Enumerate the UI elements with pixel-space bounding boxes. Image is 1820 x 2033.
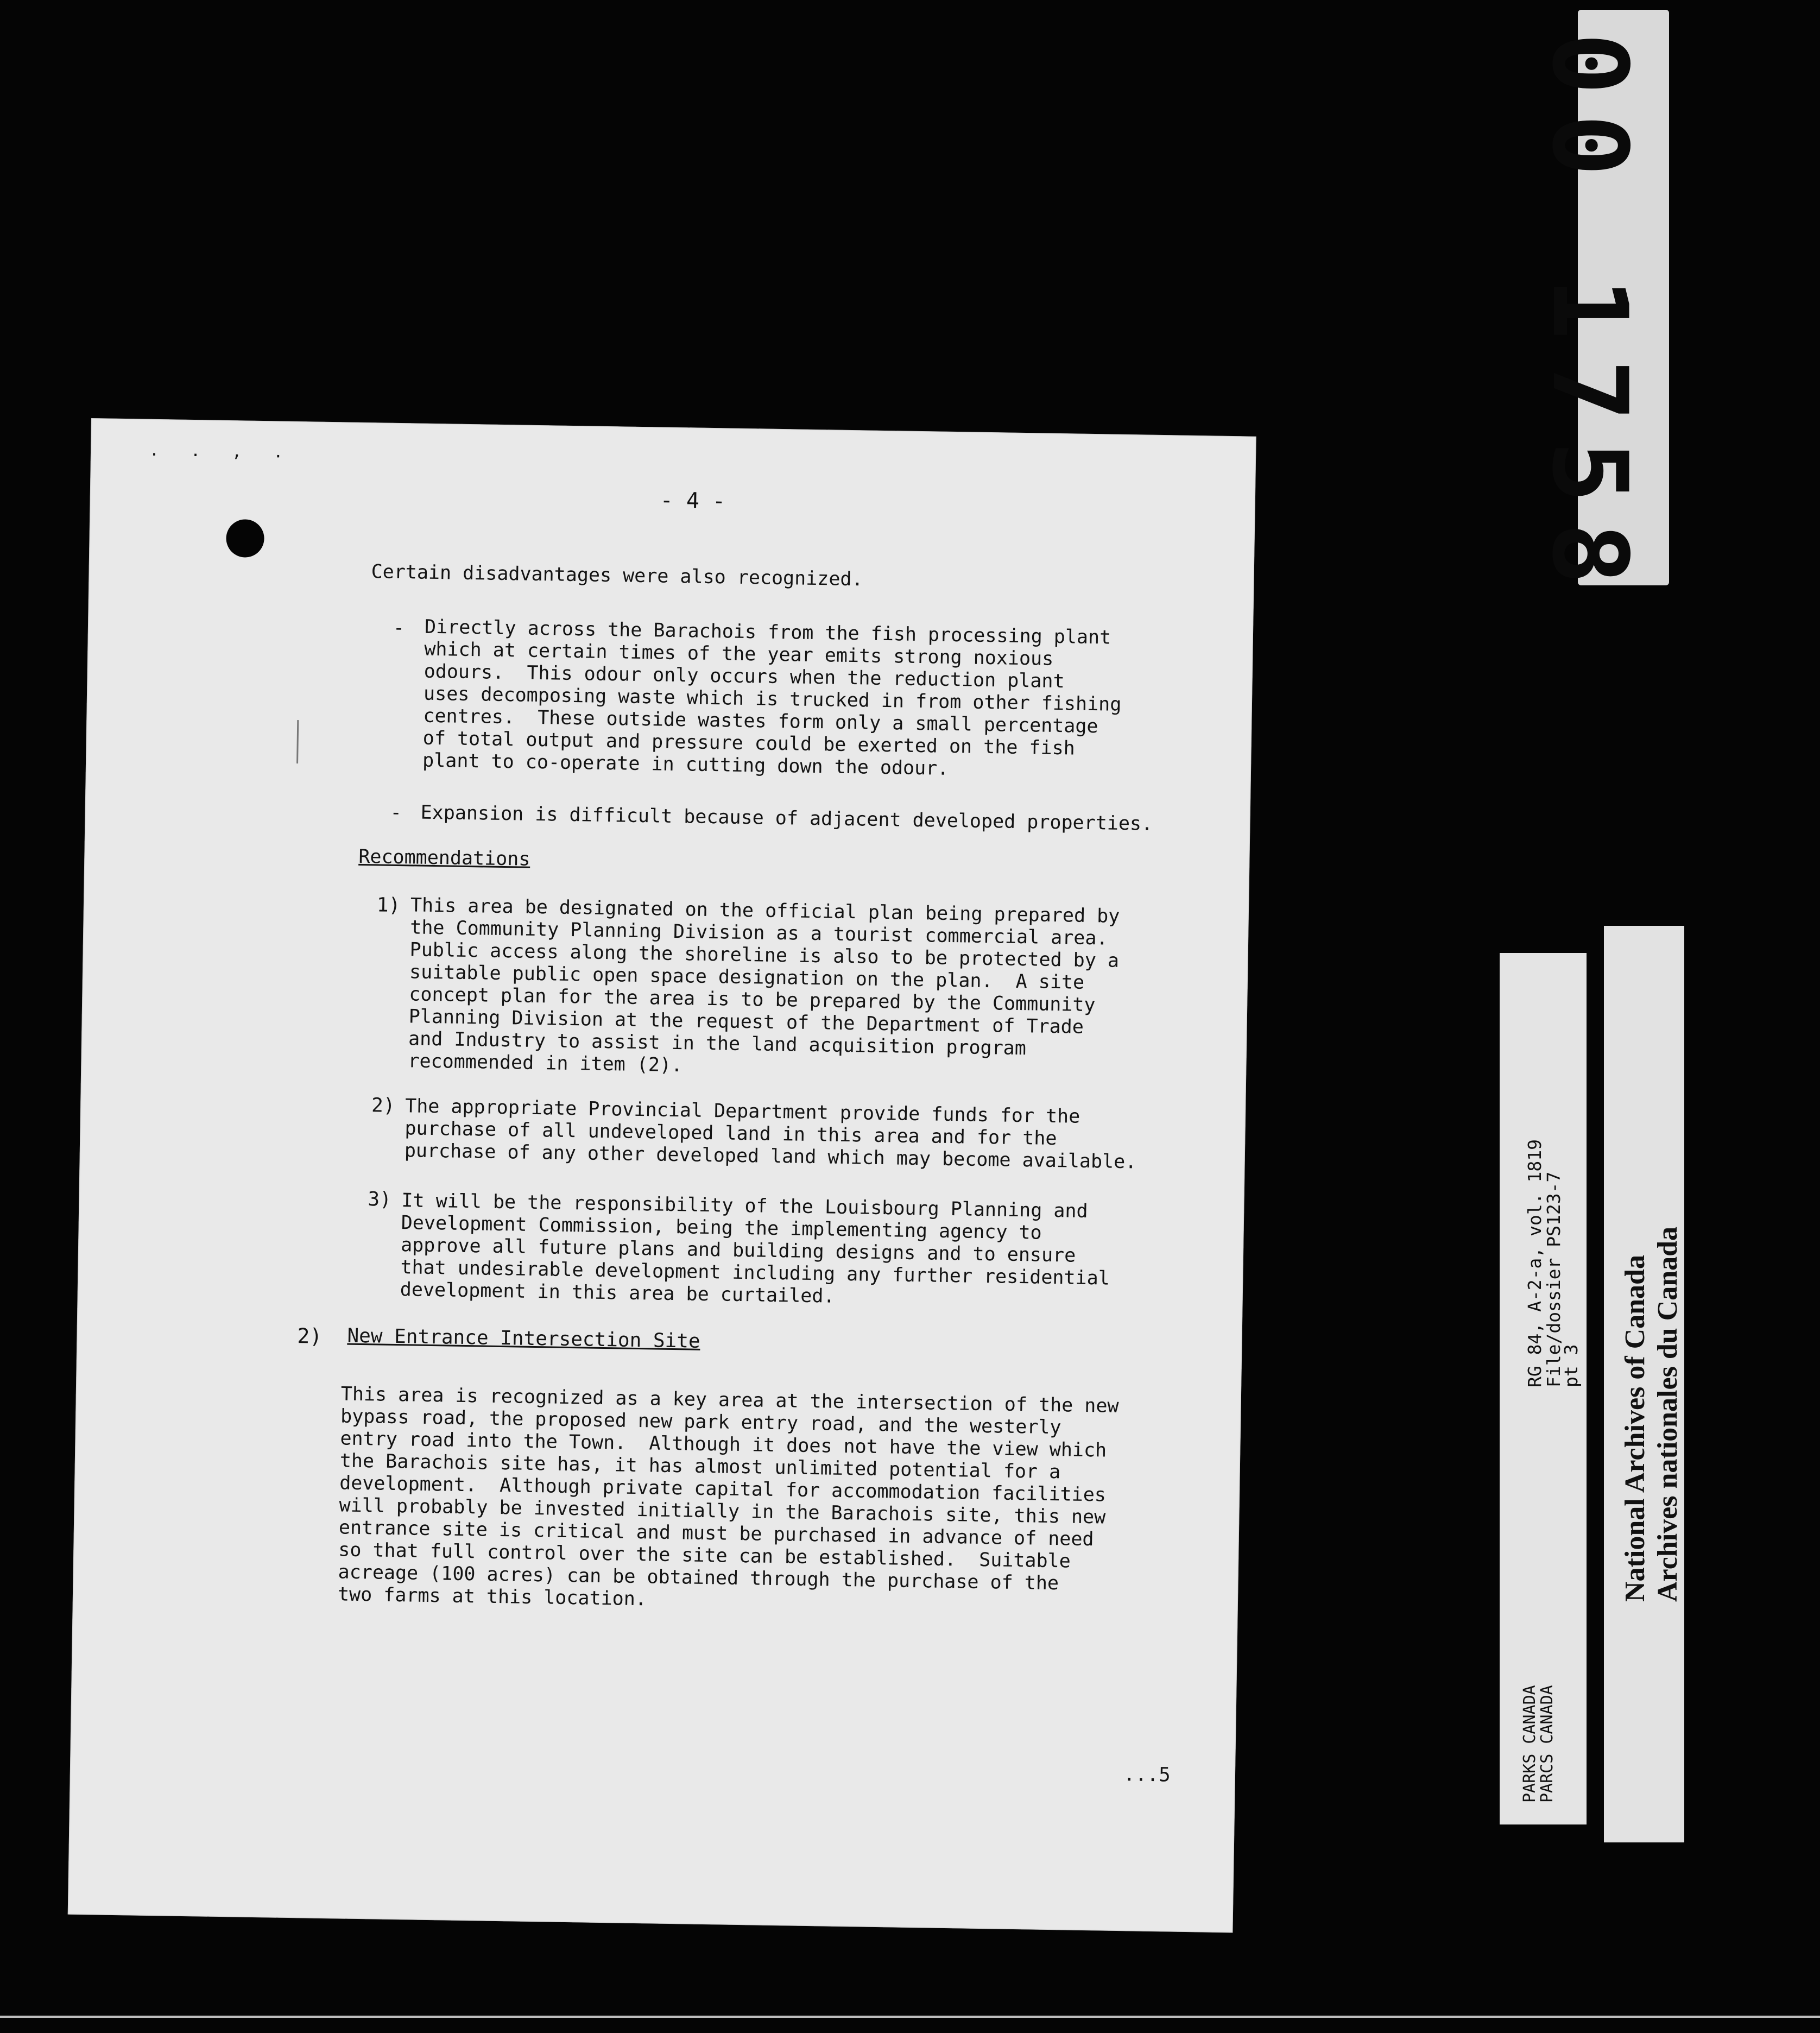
file-reference-line-1: RG 84, A-2-a, vol. 1819 xyxy=(1524,1139,1545,1387)
disadvantage-expansion: Expansion is difficult because of adjacent developed properties. xyxy=(420,801,1153,835)
punch-hole xyxy=(226,519,264,558)
frame-number: 00 1758 xyxy=(1530,33,1650,604)
recommendation-1-number: 1) xyxy=(376,894,401,917)
recommendation-3-number: 3) xyxy=(368,1188,392,1211)
film-edge-line xyxy=(0,2016,1820,2018)
bullet-dash: - xyxy=(393,617,405,640)
agency-french: PARCS CANADA xyxy=(1538,1685,1557,1803)
page-specks: . . , . xyxy=(149,440,294,462)
continued-marker: ...5 xyxy=(1123,1763,1171,1786)
section-2-heading: New Entrance Intersection Site xyxy=(347,1324,700,1353)
recommendation-2: The appropriate Provincial Department provide funds for the purchase of all undeveloped land in this area and for the purchase of any other developed land which may become available. xyxy=(404,1095,1137,1173)
recommendations-heading: Recommendations xyxy=(358,845,530,870)
archives-french: Archives nationales du Canada xyxy=(1652,1226,1683,1602)
recommendation-2-number: 2) xyxy=(371,1094,395,1117)
recommendation-1: This area be designated on the official plan being prepared by the Community Planning Division as a tourist commercial area. Public access along the shoreline is also to be protected by a suitable public open space designation on the plan. A site concept plan for the area is to be prepared by the Community Planning Division at the request of the Department of Trade and Industry to assist in the land acquisition program recommended in item (2). xyxy=(408,894,1120,1077)
file-reference-line-2: File/dossier PS123-7 xyxy=(1543,1171,1564,1387)
disadvantage-odour: Directly across the Barachois from the fish processing plant which at certain times of the year emits strong noxious odours. This odour only occurs when the reduction plant uses decomposing waste which is trucked in from other fishing centres. These outside wastes form only a small percentage of total output and pressure could be exerted on the fish plant to co-operate in cutting down the odour. xyxy=(422,616,1122,780)
document-page xyxy=(68,418,1256,1933)
page-number: - 4 - xyxy=(660,488,726,514)
margin-mark xyxy=(296,720,299,763)
recommendation-3: It will be the responsibility of the Louisbourg Planning and Development Commission, being the implementing agency to approve all future plans and building designs and to ensure that undesirable development including any further residential development in this area be curtailed. xyxy=(400,1190,1110,1308)
section-2-number: 2) xyxy=(297,1324,323,1348)
file-reference-line-3: pt 3 xyxy=(1560,1344,1582,1387)
archives-english: National Archives of Canada xyxy=(1620,1255,1651,1602)
agency-english: PARKS CANADA xyxy=(1520,1685,1539,1803)
bullet-dash: - xyxy=(390,801,402,824)
intro-text: Certain disadvantages were also recognized. xyxy=(371,561,863,591)
section-2-body: This area is recognized as a key area at the intersection of the new bypass road, the proposed new park entry road, and the westerly entry road into the Town. Although it does not have the view which the Barachois site has, it has almost unlimited potential for a development. Although private capital for accommodation facilities will probably be invested initially in the Barachois site, this new entrance site is critical and must be purchased in advance of need so that full control over the site can be established. Suitable acreage (100 acres) can be obtained through the purchase of the two farms at this location. xyxy=(337,1383,1119,1611)
